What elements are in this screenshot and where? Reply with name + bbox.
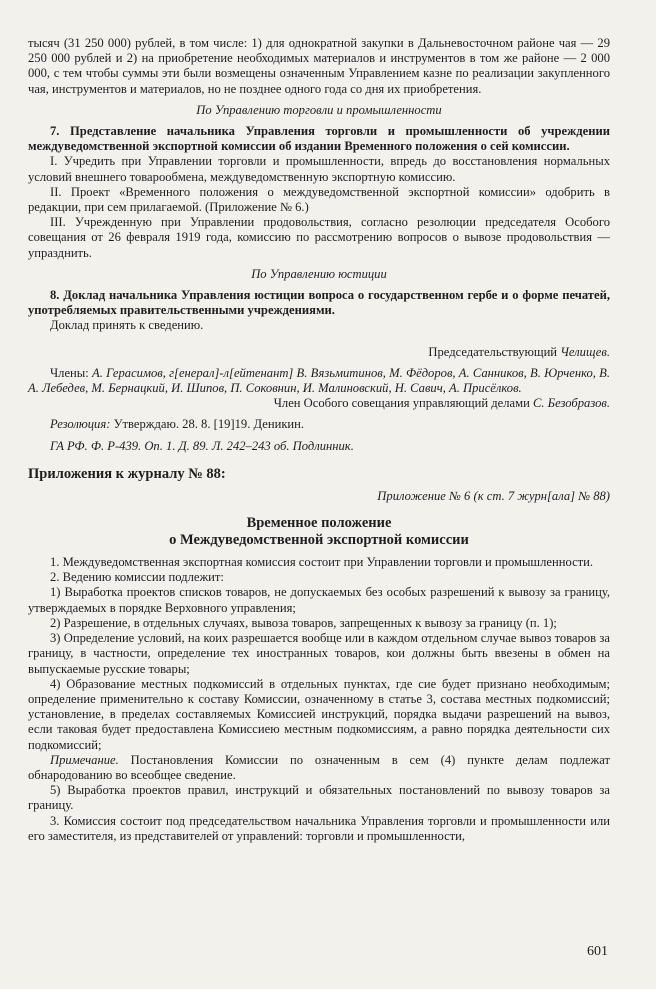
body-paragraph-3: 3. Комиссия состоит под председательством начальника Управления торговли и промышленности или его заместителя, из представителей от управлений: торговли и промышленности, — [28, 813, 610, 843]
members-names: А. Герасимов, г[енерал]-л[ейтенант] В. Вязьмитинов, М. Фёдоров, А. Санников, В. Юрченко, В. А. Лебедев, М. Бернацкий, И. Шипов, П. Соковнин, И. Малиновский, Н. Савич, А. Присёлков. — [28, 365, 611, 396]
chairman-name: Челищев. — [560, 344, 610, 359]
resolution-text: Утверждаю. 28. 8. [19]19. Деникин. — [113, 417, 305, 432]
note-label: Примечание. — [50, 752, 119, 767]
item7-paragraph-2: II. Проект «Временного положения о междуведомственной экспортной комиссии» одобрить в редакции, при сем прилагаемой. (Приложение № 6.) — [28, 184, 610, 215]
body-subitem-2: 2) Разрешение, в отдельных случаях, вывоза товаров, запрещенных к вывозу за границу (п. 1); — [50, 615, 557, 630]
chairman-label: Председательствующий — [428, 344, 558, 359]
appendix-reference: Приложение № 6 (к ст. 7 журн[ала] № 88) — [377, 488, 610, 503]
manager-line — [28, 396, 610, 411]
item7-paragraph-1: I. Учредить при Управлении торговли и промышленности, впредь до восстановления нормальных условий внешнего товарообмена, междуведомственную экспортную комиссию. — [28, 154, 610, 184]
body-subitem-3: 3) Определение условий, на коих разрешается вообще или в каждом отдельном случае вывоз товаров за границу, в частности, определение тех иностранных товаров, кои должны быть ввезены в обмен на выпускаемые русские товары; — [28, 631, 610, 676]
section-justice-heading: По Управлению юстиции — [251, 266, 387, 281]
body-paragraph-1: 1. Междуведомственная экспортная комиссия состоит при Управлении торговли и промышленности. — [50, 555, 594, 570]
document-title-line-1: Временное положение — [246, 515, 392, 532]
resolution-line — [28, 417, 610, 432]
item7-paragraph-3: III. Учрежденную при Управлении продовольствия, согласно резолюции председателя Особого совещания от 26 февраля 1919 года, комиссию по рассмотрению вопросов о вывозе продовольствия — упразднить. — [28, 215, 610, 260]
members-line — [28, 366, 610, 396]
manager-name: С. Безобразов. — [532, 396, 610, 411]
manager-label: Член Особого совещания управляющий делами — [273, 396, 530, 411]
item8-paragraph-1: Доклад принять к сведению. — [50, 318, 204, 333]
body-paragraph-2: 2. Ведению комиссии подлежит: — [50, 570, 224, 585]
top-paragraph: тысяч (31 250 000) рублей, в том числе: 1) для однократной закупки в Дальневосточном районе чая — 29 250 000 рублей и 2) на приобретение необходимых материалов и инструментов в том же районе — 2 000 000, с тем чтобы суммы эти были возмещены означенным Управлением казне по реализации закупленного чая, инструментов и материалов, но не позднее одного года со дня их приобретения. — [28, 36, 610, 96]
body-subitem-5: 5) Выработка проектов правил, инструкций и обязательных постановлений по вывозу товаров за границу. — [28, 783, 610, 813]
item7-heading: 7. Представление начальника Управления торговли и промышленности об учреждении междуведомственной экспортной комиссии об издании Временного положения о сей комиссии. — [28, 124, 610, 154]
note-text: Постановления Комиссии по означенным в сем (4) пункте делам подлежат обнародованию во всеобщее сведение. — [28, 752, 610, 782]
appendix-heading: Приложения к журналу № 88: — [28, 465, 226, 482]
body-subitem-4: 4) Образование местных подкомиссий в отдельных пунктах, где сие будет признано необходимым; определение применительно к составу Комиссии, означенному в статье 3, состава местных подкомиссий; установление, в пределах составляемых Комиссией инструкций, порядка выдачи разрешений на вывоз, если таковая будет предоставлена Комиссиею местным подкомиссиям, а равно порядка деятельности сих подкомиссий; — [28, 676, 610, 752]
archive-reference: ГА РФ. Ф. Р-439. Оп. 1. Д. 89. Л. 242–243 об. Подлинник. — [50, 438, 354, 453]
chairman-line — [28, 345, 610, 360]
item8-heading: 8. Доклад начальника Управления юстиции вопроса о государственном гербе и о форме печатей, употребляемых правительственными учреждениями. — [28, 288, 610, 318]
document-title-line-2: о Междуведомственной экспортной комиссии — [169, 532, 469, 549]
resolution-label: Резолюция: — [50, 417, 111, 432]
body-note — [28, 753, 610, 783]
body-subitem-1: 1) Выработка проектов списков товаров, не допускаемых без особых разрешений к вывозу за границу, утверждаемых в порядке Верховного управления; — [28, 585, 610, 615]
section-trade-heading: По Управлению торговли и промышленности — [196, 102, 442, 117]
page-number: 601 — [587, 944, 608, 959]
members-label: Члены: — [50, 365, 89, 380]
